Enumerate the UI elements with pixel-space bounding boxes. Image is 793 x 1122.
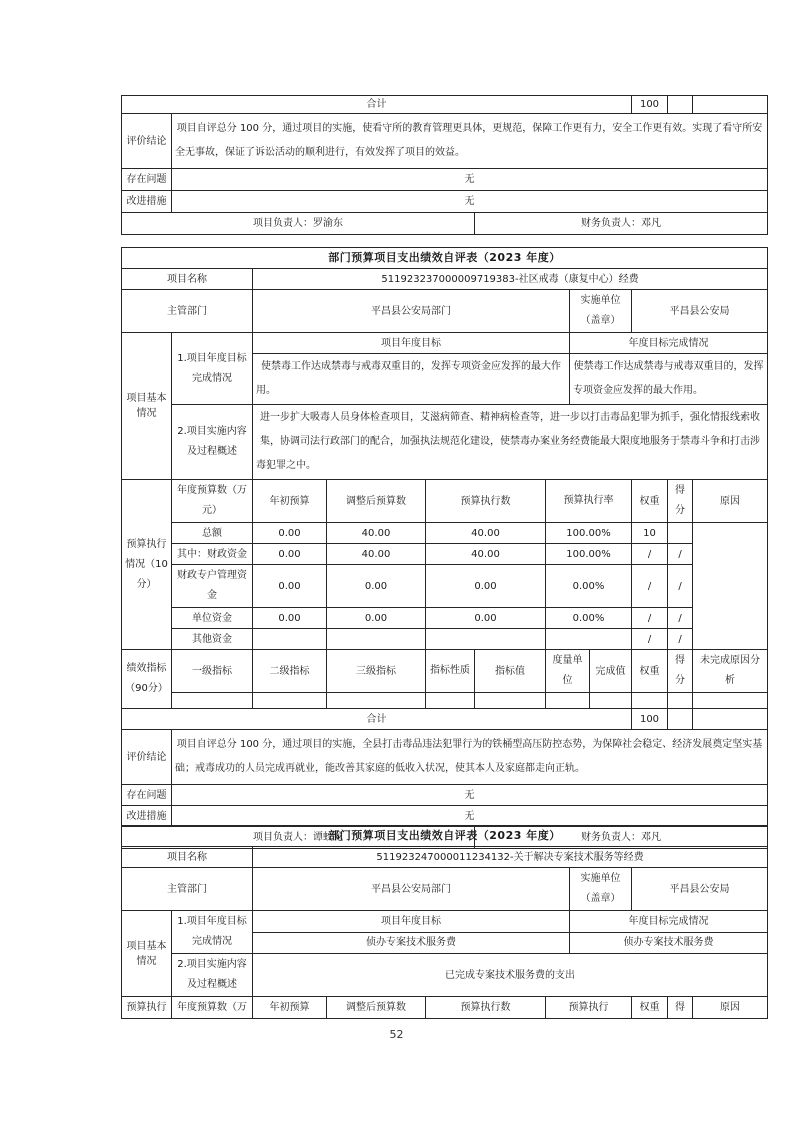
t2-problems-text: 无 — [172, 785, 768, 806]
page-number: 52 — [389, 1028, 404, 1041]
t3-goal-done-text: 侦办专案技术服务费 — [570, 932, 768, 954]
t2-project-name-label: 项目名称 — [122, 269, 253, 290]
t3-basic-label: 项目基本情况 — [122, 911, 172, 997]
t2-impl-row-label: 2.项目实施内容及过程概述 — [172, 405, 253, 480]
t1-conclusion-text: 项目自评总分 100 分，通过项目的实施，使看守所的教育管理更具体，更规范，保障工作更有力，安全工作更有效。实现了看守所安全无事故，保证了诉讼活动的顺利进行，有效发挥了项目的效益。 — [172, 114, 768, 169]
t2-budget-cell: 40.00 — [327, 544, 426, 565]
t3-project-name-label: 项目名称 — [122, 847, 253, 868]
t2-budget-col-reason: 原因 — [693, 480, 768, 523]
t2-total-reason — [693, 709, 768, 730]
table-community-drug-rehab — [121, 247, 768, 849]
t2-perf-empty-cell — [546, 693, 590, 709]
t2-budget-cell: 100.00% — [546, 523, 632, 544]
t2-budget-reason-value — [693, 523, 768, 650]
t2-perf-empty-cell — [253, 693, 327, 709]
t2-budget-col-adjusted: 调整后预算数 — [327, 480, 426, 523]
t2-budget-cell: 0.00% — [546, 565, 632, 608]
t2-budget-cell: 40.00 — [327, 523, 426, 544]
t2-budget-row-label: 财政专户管理资金 — [172, 565, 253, 608]
t2-budget-cell: 0.00 — [253, 608, 327, 629]
t2-project-manager: 项目负责人：谭蛟龙 — [122, 827, 475, 849]
t2-perf-label: 绩效指标（90分） — [122, 650, 172, 709]
t2-goal-text: 使禁毒工作达成禁毒与戒毒双重目的，发挥专项资金应发挥的最大作用。 — [253, 354, 570, 405]
t2-impl-text: 进一步扩大吸毒人员身体检查项目，艾滋病筛查、精神病检查等，进一步以打击毒品犯罪为抓手，强化情报线索收集，协调司法行政部门的配合，加强执法规范化建设，使禁毒办案业务经费能最大限度地服务于禁毒斗争和打击涉毒犯罪之中。 — [253, 405, 768, 480]
t1-problems-text: 无 — [172, 169, 768, 191]
t2-budget-cell: 0.00 — [253, 523, 327, 544]
table-special-case-tech-service — [121, 825, 768, 1019]
t2-budget-row-label: 单位资金 — [172, 608, 253, 629]
t2-perf-empty-cell — [475, 693, 546, 709]
t3-budget-col-adjusted: 调整后预算数 — [327, 997, 426, 1019]
t2-budget-col-annual: 年度预算数（万元） — [172, 480, 253, 523]
t3-goal-row-label: 1.项目年度目标完成情况 — [172, 911, 253, 954]
t3-budget-col-executed: 预算执行数 — [426, 997, 546, 1019]
t2-budget-row-label: 总额 — [172, 523, 253, 544]
t2-budget-cell: 40.00 — [426, 523, 546, 544]
t2-budget-cell — [426, 629, 546, 650]
t2-perf-empty-cell — [590, 693, 632, 709]
t3-budget-col-rate: 预算执行 — [546, 997, 632, 1019]
t2-perf-empty-cell — [426, 693, 475, 709]
t2-budget-cell: / — [632, 629, 668, 650]
t2-budget-cell: 10 — [632, 523, 668, 544]
t3-dept-label: 主管部门 — [122, 868, 253, 911]
t2-perf-empty-cell — [632, 693, 668, 709]
t2-budget-cell — [546, 629, 632, 650]
t2-budget-cell — [253, 629, 327, 650]
t2-total-score — [668, 709, 693, 730]
t3-impl-unit-label: 实施单位（盖章） — [570, 868, 632, 911]
t2-perf-empty-cell — [693, 693, 768, 709]
t2-perf-col-done: 完成值 — [590, 650, 632, 693]
t2-dept-value: 平昌县公安局部门 — [253, 290, 570, 333]
t2-budget-cell — [668, 523, 693, 544]
t2-budget-cell: / — [668, 629, 693, 650]
t2-budget-col-rate: 预算执行率 — [546, 480, 632, 523]
t2-perf-empty-cell — [172, 693, 253, 709]
t2-improvements-text: 无 — [172, 806, 768, 827]
t2-budget-cell: 0.00 — [253, 565, 327, 608]
t3-goal-text: 侦办专案技术服务费 — [253, 932, 570, 954]
t2-budget-cell: / — [668, 544, 693, 565]
t2-dept-label: 主管部门 — [122, 290, 253, 333]
t1-project-manager: 项目负责人：罗渝东 — [122, 213, 475, 235]
t3-project-name: 511923247000011234132-关于解决专案技术服务等经费 — [253, 847, 768, 868]
t1-finance-manager: 财务负责人：邓凡 — [475, 213, 768, 235]
t3-goal-header: 项目年度目标 — [253, 911, 570, 933]
t3-budget-col-weight: 权重 — [632, 997, 668, 1019]
t2-goal-row-label: 1.项目年度目标完成情况 — [172, 333, 253, 405]
t2-budget-cell: 0.00 — [426, 565, 546, 608]
t3-title: 部门预算项目支出绩效自评表（2023 年度） — [122, 826, 768, 847]
t2-project-name: 511923237000009719383-社区戒毒（康复中心）经费 — [253, 269, 768, 290]
t3-dept-value: 平昌县公安局部门 — [253, 868, 570, 911]
t2-goal-done-text: 使禁毒工作达成禁毒与戒毒双重目的，发挥专项资金应发挥的最大作用。 — [570, 354, 768, 405]
t3-budget-col-initial: 年初预算 — [253, 997, 327, 1019]
t1-improvements-label: 改进措施 — [122, 191, 172, 213]
t2-goal-done-header: 年度目标完成情况 — [570, 333, 768, 354]
t2-budget-cell: 0.00 — [253, 544, 327, 565]
t2-budget-row-label: 其他资金 — [172, 629, 253, 650]
t2-improvements-label: 改进措施 — [122, 806, 172, 827]
t1-improvements-text: 无 — [172, 191, 768, 213]
t3-goal-done-header: 年度目标完成情况 — [570, 911, 768, 933]
t2-budget-cell: / — [668, 608, 693, 629]
t2-problems-label: 存在问题 — [122, 785, 172, 806]
t2-perf-col3: 三级指标 — [327, 650, 426, 693]
t2-conclusion-text: 项目自评总分 100 分，通过项目的实施，全县打击毒品违法犯罪行为的铁桶型高压防控态势，为保障社会稳定、经济发展奠定坚实基础；戒毒成功的人员完成再就业，能改善其家庭的低收入状况，使其本人及家庭都走向正轨。 — [172, 730, 768, 785]
t2-budget-cell: 40.00 — [426, 544, 546, 565]
t2-perf-col-reason: 未完成原因分析 — [693, 650, 768, 693]
t2-perf-col-weight: 权重 — [632, 650, 668, 693]
t2-finance-manager: 财务负责人：邓凡 — [475, 827, 768, 849]
t2-perf-col-unit: 度量单位 — [546, 650, 590, 693]
t2-basic-label: 项目基本情况 — [122, 333, 172, 480]
t2-budget-cell: 0.00 — [426, 608, 546, 629]
t2-total-label: 合计 — [122, 709, 632, 730]
t2-budget-col-score: 得分 — [668, 480, 693, 523]
t2-budget-row-label: 其中：财政资金 — [172, 544, 253, 565]
table-prev-eval-tail — [121, 95, 768, 235]
t3-impl-text: 已完成专案技术服务费的支出 — [253, 954, 768, 997]
t2-perf-col1: 一级指标 — [172, 650, 253, 693]
t2-title: 部门预算项目支出绩效自评表（2023 年度） — [122, 248, 768, 269]
t1-total-label: 合计 — [122, 96, 632, 114]
t2-total-weight: 100 — [632, 709, 668, 730]
t2-impl-unit-value: 平昌县公安局 — [632, 290, 768, 333]
t2-budget-cell: 0.00% — [546, 608, 632, 629]
t2-budget-cell: / — [668, 565, 693, 608]
t1-total-weight: 100 — [632, 96, 668, 114]
t3-budget-col-score: 得 — [668, 997, 693, 1019]
t3-budget-label: 预算执行 — [122, 997, 172, 1019]
t2-budget-cell: 0.00 — [327, 608, 426, 629]
t2-budget-cell: / — [632, 608, 668, 629]
t2-perf-empty-cell — [668, 693, 693, 709]
t2-budget-cell: / — [632, 544, 668, 565]
t2-perf-empty-cell — [327, 693, 426, 709]
t2-budget-cell: 0.00 — [327, 565, 426, 608]
t2-goal-header: 项目年度目标 — [253, 333, 570, 354]
t1-problems-label: 存在问题 — [122, 169, 172, 191]
t2-perf-col-value: 指标值 — [475, 650, 546, 693]
t3-impl-row-label: 2.项目实施内容及过程概述 — [172, 954, 253, 997]
t2-impl-unit-label: 实施单位（盖章） — [570, 290, 632, 333]
t2-perf-col2: 二级指标 — [253, 650, 327, 693]
t2-conclusion-label: 评价结论 — [122, 730, 172, 785]
t2-budget-cell: / — [632, 565, 668, 608]
t2-budget-col-weight: 权重 — [632, 480, 668, 523]
t3-budget-col-reason: 原因 — [693, 997, 768, 1019]
t2-budget-cell — [327, 629, 426, 650]
t3-impl-unit-value: 平昌县公安局 — [632, 868, 768, 911]
t1-conclusion-label: 评价结论 — [122, 114, 172, 169]
t2-perf-col-nature: 指标性质 — [426, 650, 475, 693]
t2-perf-col-score: 得分 — [668, 650, 693, 693]
t2-budget-col-executed: 预算执行数 — [426, 480, 546, 523]
t2-budget-label: 预算执行情况（10分） — [122, 480, 172, 650]
t2-budget-col-initial: 年初预算 — [253, 480, 327, 523]
t1-total-reason — [693, 96, 768, 114]
t2-budget-cell: 100.00% — [546, 544, 632, 565]
t1-total-score — [668, 96, 693, 114]
t3-budget-col-annual: 年度预算数（万 — [172, 997, 253, 1019]
